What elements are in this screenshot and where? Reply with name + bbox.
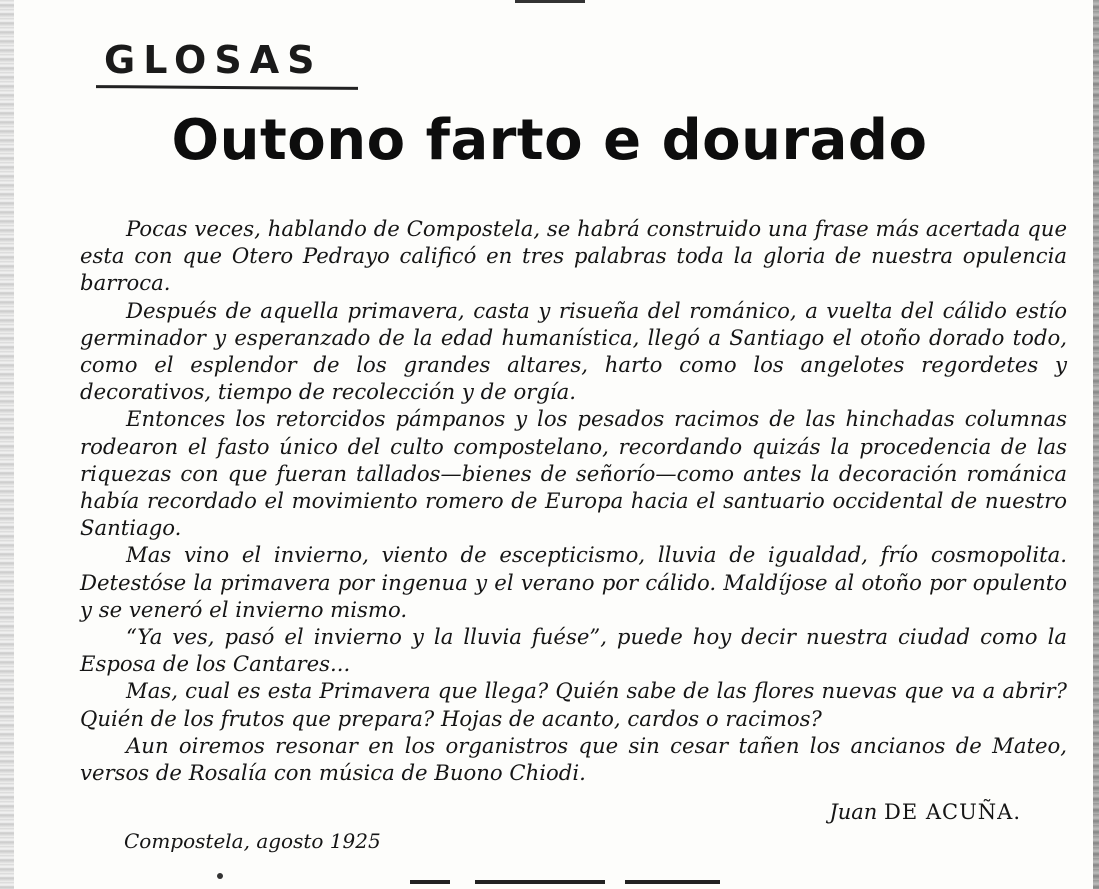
author-given-name: Juan (829, 800, 878, 824)
article-headline: Outono farto e dourado (171, 108, 928, 173)
paragraph: Después de aquella primavera, casta y risueña del románico, a vuelta del cálido estío germinador y esperanzado de la edad humanística, llegó a Santiago el otoño dorado todo, como el esplendor de los grandes altares, harto como los angelotes regordetes y decorativos, tiempo de recolección y de orgía. (80, 297, 1067, 405)
article-body (80, 215, 1067, 786)
bottom-print-mark (410, 880, 450, 884)
dateline: Compostela, agosto 1925 (124, 829, 381, 853)
bottom-print-mark (625, 880, 720, 884)
paragraph: Pocas veces, hablando de Compostela, se habrá construido una frase más acertada que esta con que Otero Pedrayo calificó en tres palabras toda la gloria de nuestra opulencia barroca. (80, 216, 1067, 296)
author-surname: DE ACUÑA. (884, 800, 1021, 824)
paragraph: Mas vino el invierno, viento de escepticismo, lluvia de igualdad, frío cosmopolita. Detestóse la primavera por ingenua y el verano por cálido. Maldíjose al otoño por opulento y se veneró el invierno mismo. (80, 542, 1067, 622)
section-label: GLOSAS (104, 38, 323, 82)
bottom-print-mark (475, 880, 605, 884)
author-signature (829, 800, 1021, 824)
top-print-mark (515, 0, 585, 3)
paragraph: “Ya ves, pasó el invierno y la lluvia fuése”, puede hoy decir nuestra ciudad como la Esposa de los Cantares... (80, 624, 1067, 677)
paragraph: Aun oiremos resonar en los organistros que sin cesar tañen los ancianos de Mateo, versos de Rosalía con música de Buono Chiodi. (80, 732, 1067, 786)
print-speck (217, 873, 223, 879)
paragraph: Entonces los retorcidos pámpanos y los pesados racimos de las hinchadas columnas rodearon el fasto único del culto compostelano, recordando quizás la procedencia de las riquezas con que fueran tallados—bienes de señorío—como antes la decoración románica había recordado el movimiento romero de Europa hacia el santuario occidental de nuestro Santiago. (80, 406, 1067, 541)
section-underline (96, 85, 358, 90)
paragraph: Mas, cual es esta Primavera que llega? Quién sabe de las flores nuevas que va a abrir? Quién de los frutos que prepara? Hojas de acanto, cardos o racimos? (80, 678, 1067, 731)
